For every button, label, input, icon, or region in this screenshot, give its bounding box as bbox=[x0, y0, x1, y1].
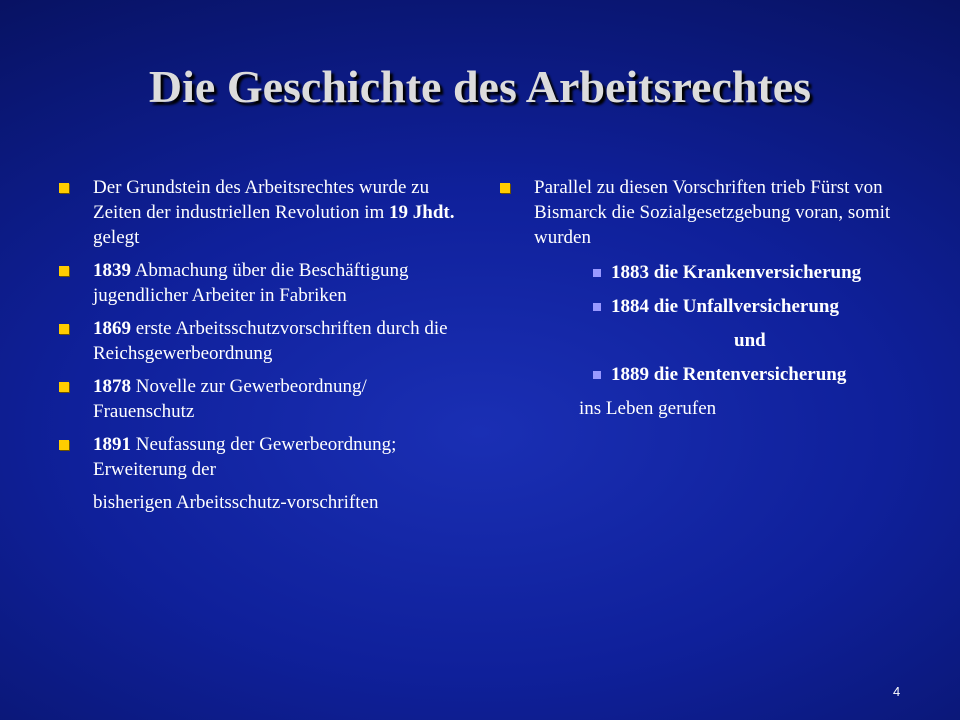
item-highlight: 19 Jhdt. bbox=[389, 202, 455, 223]
item-text: Abmachung über die Beschäftigung jugendlicher Arbeiter in Fabriken bbox=[93, 260, 409, 306]
item-text-continuation: bisherigen Arbeitsschutz-vorschriften bbox=[93, 492, 379, 513]
list-item bbox=[58, 374, 458, 424]
square-bullet-icon bbox=[59, 324, 69, 334]
sub-list-item bbox=[534, 260, 899, 285]
sub-list-item bbox=[534, 294, 899, 319]
sub-bullet-list bbox=[534, 260, 899, 387]
square-sub-bullet-icon bbox=[593, 303, 601, 311]
item-year: 1869 bbox=[93, 318, 131, 339]
slide-title: Die Geschichte des Arbeitsrechtes bbox=[148, 61, 812, 112]
square-bullet-icon bbox=[59, 183, 69, 193]
connector-text: und bbox=[734, 330, 766, 351]
list-item bbox=[58, 175, 458, 250]
list-item bbox=[499, 175, 899, 421]
square-bullet-icon bbox=[59, 382, 69, 392]
list-item bbox=[58, 316, 458, 366]
sub-item-text: 1883 die Krankenversicherung bbox=[611, 262, 862, 283]
item-text: Neufassung der Gewerbeordnung; Erweiterung der bbox=[93, 434, 397, 480]
square-sub-bullet-icon bbox=[593, 269, 601, 277]
square-bullet-icon bbox=[59, 266, 69, 276]
right-bullet-list bbox=[499, 175, 899, 429]
item-year: 1891 bbox=[93, 434, 131, 455]
item-text: gelegt bbox=[93, 227, 140, 248]
item-year: 1839 bbox=[93, 260, 131, 281]
item-text: erste Arbeitsschutzvorschriften durch die Reichsgewerbeordnung bbox=[93, 318, 448, 364]
item-text: Parallel zu diesen Vorschriften trieb Fürst von Bismarck die Sozialgesetzgebung voran, somit wurden bbox=[534, 177, 891, 248]
square-sub-bullet-icon bbox=[593, 371, 601, 379]
list-item bbox=[58, 258, 458, 308]
item-year: 1878 bbox=[93, 376, 131, 397]
page-number: 4 bbox=[893, 684, 901, 699]
left-bullet-list bbox=[58, 175, 458, 523]
sub-item-text: 1889 die Rentenversicherung bbox=[611, 364, 847, 385]
item-text: Der Grundstein des Arbeitsrechtes wurde zu Zeiten der industriellen Revolution im bbox=[93, 177, 430, 223]
sub-item-text: 1884 die Unfallversicherung bbox=[611, 296, 839, 317]
list-item bbox=[58, 432, 458, 515]
sub-list-item bbox=[534, 362, 899, 387]
closing-text: ins Leben gerufen bbox=[579, 398, 717, 419]
square-bullet-icon bbox=[500, 183, 510, 193]
square-bullet-icon bbox=[59, 440, 69, 450]
item-text: Novelle zur Gewerbeordnung/ Frauenschutz bbox=[93, 376, 367, 422]
